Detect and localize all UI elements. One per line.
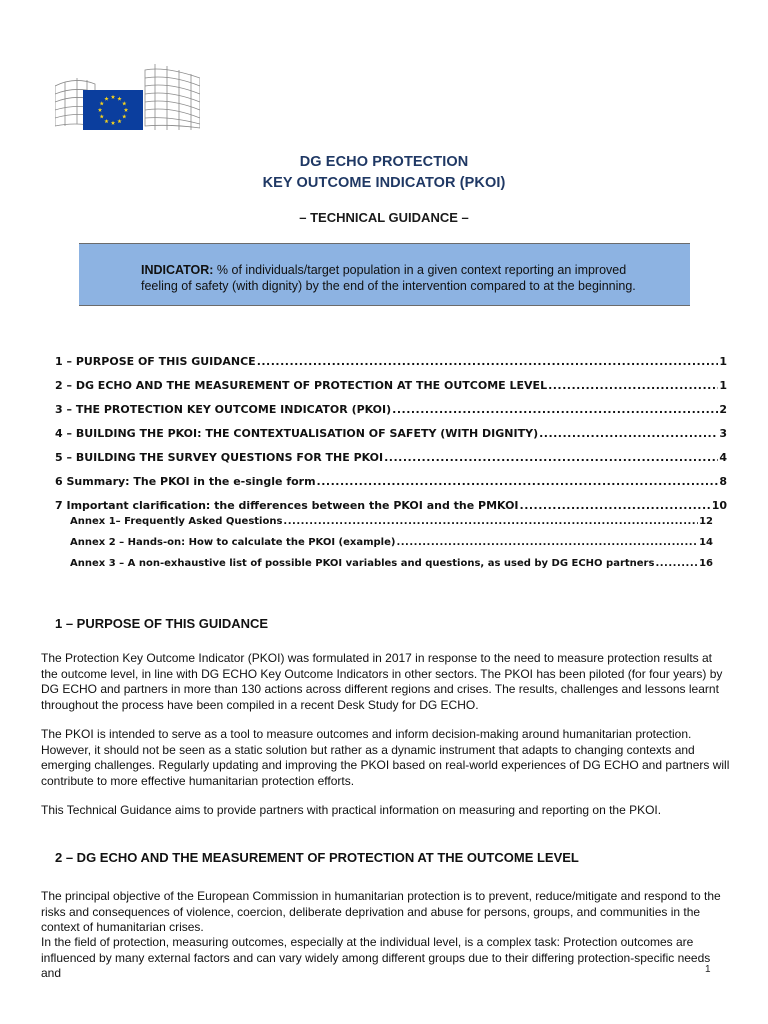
toc-leader — [317, 475, 719, 488]
toc-entry[interactable] — [55, 379, 727, 392]
section-heading: 2 – DG ECHO AND THE MEASUREMENT OF PROTECTION AT THE OUTCOME LEVEL — [55, 850, 579, 865]
toc-leader — [384, 451, 718, 464]
paragraph: The principal objective of the European Commission in humanitarian protection is to prevent, reduce/mitigate and respond to the risks and consequences of violence, coercion, deliberate deprivation and abuse for persons, groups, and communities in the context of humanitarian crises. — [41, 889, 721, 934]
page-number: 1 — [705, 964, 711, 975]
toc-leader — [539, 427, 718, 440]
document-subtitle: – TECHNICAL GUIDANCE – — [299, 210, 469, 225]
document-title-line2: KEY OUTCOME INDICATOR (PKOI) — [262, 175, 506, 191]
toc-entry-title: 7 Important clarification: the differences between the PKOI and the PMKOI — [55, 499, 519, 512]
toc-leader — [520, 499, 711, 512]
toc-entry-page: 4 — [719, 451, 727, 464]
toc-leader — [283, 516, 698, 527]
toc-entry-title: Annex 3 – A non-exhaustive list of possible PKOI variables and questions, as used by DG ECHO partners — [70, 558, 655, 569]
toc-entry[interactable] — [55, 499, 727, 512]
toc-annex-entry[interactable] — [70, 516, 713, 527]
toc-annex-entry[interactable] — [70, 537, 713, 548]
toc-entry-page: 10 — [711, 499, 727, 512]
toc-entry-title: 2 – DG ECHO AND THE MEASUREMENT OF PROTECTION AT THE OUTCOME LEVEL — [55, 379, 548, 392]
toc-entry-page: 3 — [719, 427, 727, 440]
toc-entry-page: 1 — [719, 355, 727, 368]
indicator-label: INDICATOR: — [141, 263, 214, 277]
toc-entry-title: 3 – THE PROTECTION KEY OUTCOME INDICATOR (PKOI) — [55, 403, 392, 416]
paragraph: In the field of protection, measuring outcomes, especially at the individual level, is a complex task: Protection outcomes are influenced by many external factors and can vary widely among different groups due to their differing protection-specific needs and — [41, 935, 711, 980]
paragraph: This Technical Guidance aims to provide partners with practical information on measuring and reporting on the PKOI. — [41, 803, 662, 817]
toc-entry[interactable] — [55, 403, 727, 416]
indicator-description: % of individuals/target population in a given context reporting an improved feeling of safety (with dignity) by the end of the intervention compared to at the beginning. — [141, 263, 636, 293]
toc-entry[interactable] — [55, 475, 727, 488]
document-title-line1: DG ECHO PROTECTION — [299, 154, 469, 170]
toc-leader — [655, 558, 698, 569]
toc-entry-title: Annex 1– Frequently Asked Questions — [70, 516, 283, 527]
european-commission-logo — [55, 64, 200, 134]
indicator-box — [79, 243, 690, 306]
toc-entry-title: 6 Summary: The PKOI in the e-single form — [55, 475, 316, 488]
toc-entry-page: 1 — [719, 379, 727, 392]
paragraph: The PKOI is intended to serve as a tool to measure outcomes and inform decision-making around humanitarian protection. However, it should not be seen as a static solution but rather as a dynamic instrument that adapts to changing contexts and emerging challenges. Regularly updating and improving the PKOI based on real-world experiences of DG ECHO and partners will contribute to more effective humanitarian protection efforts. — [41, 727, 730, 788]
toc-entry-page: 16 — [699, 558, 713, 569]
indicator-text — [141, 262, 661, 294]
toc-leader — [257, 355, 719, 368]
toc-entry-page: 2 — [719, 403, 727, 416]
toc-entry[interactable] — [55, 451, 727, 464]
toc-entry-page: 12 — [699, 516, 713, 527]
toc-leader — [396, 537, 698, 548]
toc-leader — [392, 403, 718, 416]
paragraph: The Protection Key Outcome Indicator (PKOI) was formulated in 2017 in response to the need to measure protection results at the outcome level, in line with DG ECHO Key Outcome Indicators in other sectors. The PKOI has been piloted (for four years) by DG ECHO and partners in more than 130 actions across different regions and crises. The results, challenges and lessons learnt throughout the process have been compiled in a recent Desk Study for DG ECHO. — [41, 651, 723, 712]
toc-leader — [548, 379, 718, 392]
toc-entry-title: 4 – BUILDING THE PKOI: THE CONTEXTUALISATION OF SAFETY (WITH DIGNITY) — [55, 427, 539, 440]
section-heading: 1 – PURPOSE OF THIS GUIDANCE — [55, 616, 269, 631]
toc-entry-title: 1 – PURPOSE OF THIS GUIDANCE — [55, 355, 256, 368]
toc-entry[interactable] — [55, 427, 727, 440]
toc-entry-title: Annex 2 – Hands-on: How to calculate the PKOI (example) — [70, 537, 396, 548]
toc-entry-page: 14 — [699, 537, 713, 548]
toc-entry-page: 8 — [719, 475, 727, 488]
toc-annex-entry[interactable] — [70, 558, 713, 569]
toc-entry[interactable] — [55, 355, 727, 368]
toc-entry-title: 5 – BUILDING THE SURVEY QUESTIONS FOR THE PKOI — [55, 451, 384, 464]
